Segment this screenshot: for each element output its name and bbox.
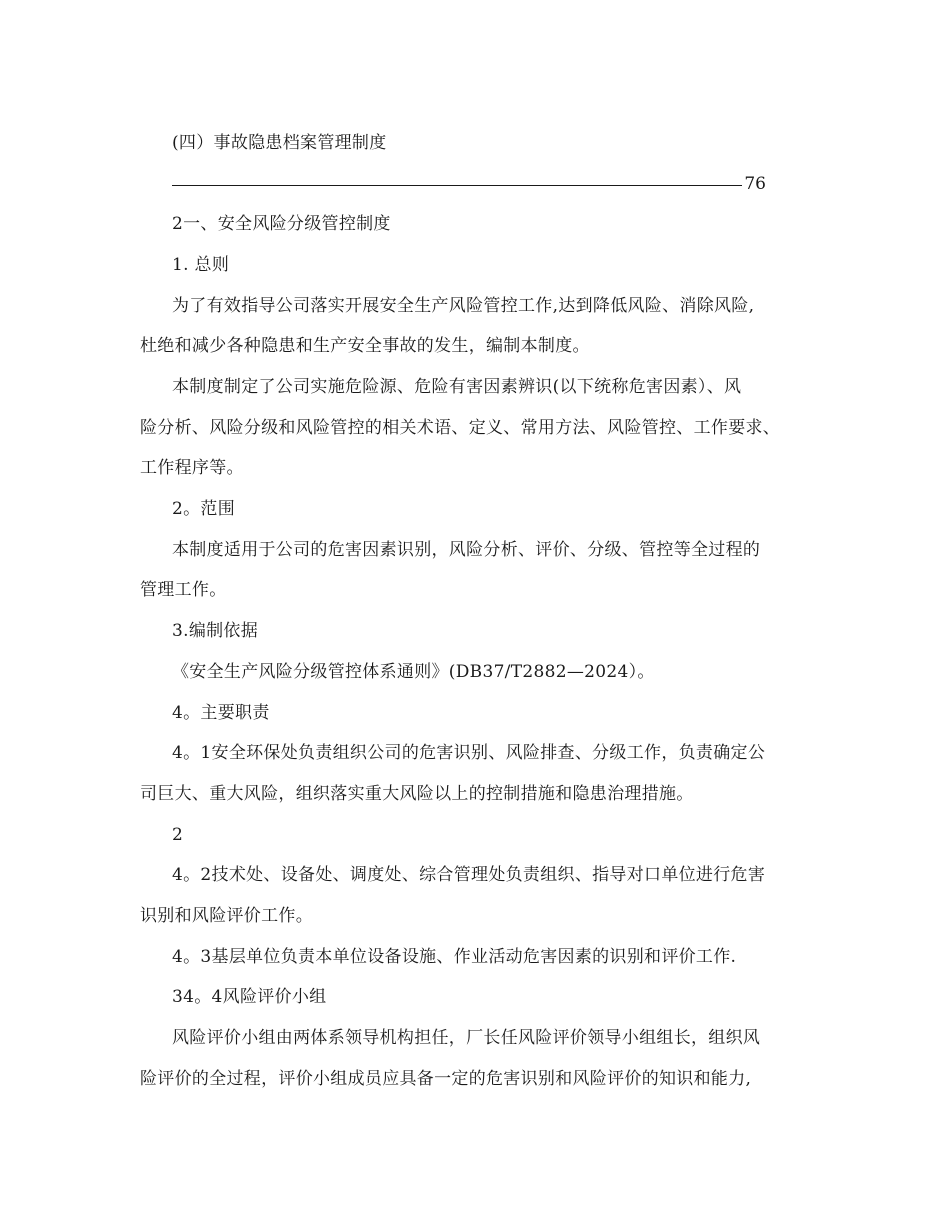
paragraph-8-line-1: 风险评价小组由两体系领导机构担任，厂长任风险评价领导小组组长，组织风	[172, 1028, 761, 1048]
section-heading: 2一、安全风险分级管控制度	[172, 214, 391, 234]
paragraph-4: 《安全生产风险分级管控体系通则》(DB37/T2882—2024）。	[172, 662, 655, 682]
heading-general: 1. 总则	[172, 255, 230, 275]
paragraph-1-line-1: 为了有效指导公司落实开展安全生产风险管控工作,达到降低风险、消除风险,	[172, 296, 755, 316]
heading-risk-group: 34。4风险评价小组	[172, 987, 327, 1007]
paragraph-2-line-2: 险分析、风险分级和风险管控的相关术语、定义、常用方法、风险管控、工作要求、	[140, 418, 781, 438]
heading-scope: 2。范围	[172, 499, 236, 519]
paragraph-2-line-3: 工作程序等。	[140, 458, 244, 478]
paragraph-5-line-2: 司巨大、重大风险，组织落实重大风险以上的控制措施和隐患治理措施。	[140, 784, 694, 804]
toc-leader-line	[172, 172, 766, 196]
paragraph-6-line-2: 识别和风险评价工作。	[140, 906, 313, 926]
heading-responsibilities: 4。主要职责	[172, 703, 270, 723]
paragraph-3-line-1: 本制度适用于公司的危害因素识别，风险分析、评价、分级、管控等全过程的	[172, 540, 761, 560]
paragraph-7: 4。3基层单位负责本单位设备设施、作业活动危害因素的识别和评价工作.	[172, 947, 737, 967]
toc-entry-title: (四）事故隐患档案管理制度	[172, 133, 387, 153]
toc-page-number: 76	[744, 174, 766, 194]
paragraph-1-line-2: 杜绝和减少各种隐患和生产安全事故的发生，编制本制度。	[140, 336, 590, 356]
page-marker: 2	[172, 825, 184, 845]
toc-dash-rule	[172, 185, 742, 186]
paragraph-6-line-1: 4。2技术处、设备处、调度处、综合管理处负责组织、指导对口单位进行危害	[172, 865, 766, 885]
paragraph-3-line-2: 管理工作。	[140, 580, 227, 600]
paragraph-5-line-1: 4。1安全环保处负责组织公司的危害识别、风险排查、分级工作，负责确定公	[172, 743, 766, 763]
paragraph-8-line-2: 险评价的全过程，评价小组成员应具备一定的危害识别和风险评价的知识和能力,	[140, 1069, 752, 1089]
paragraph-2-line-1: 本制度制定了公司实施危险源、危险有害因素辨识(以下统称危害因素）、风	[172, 377, 742, 397]
heading-basis: 3.编制依据	[172, 621, 259, 641]
